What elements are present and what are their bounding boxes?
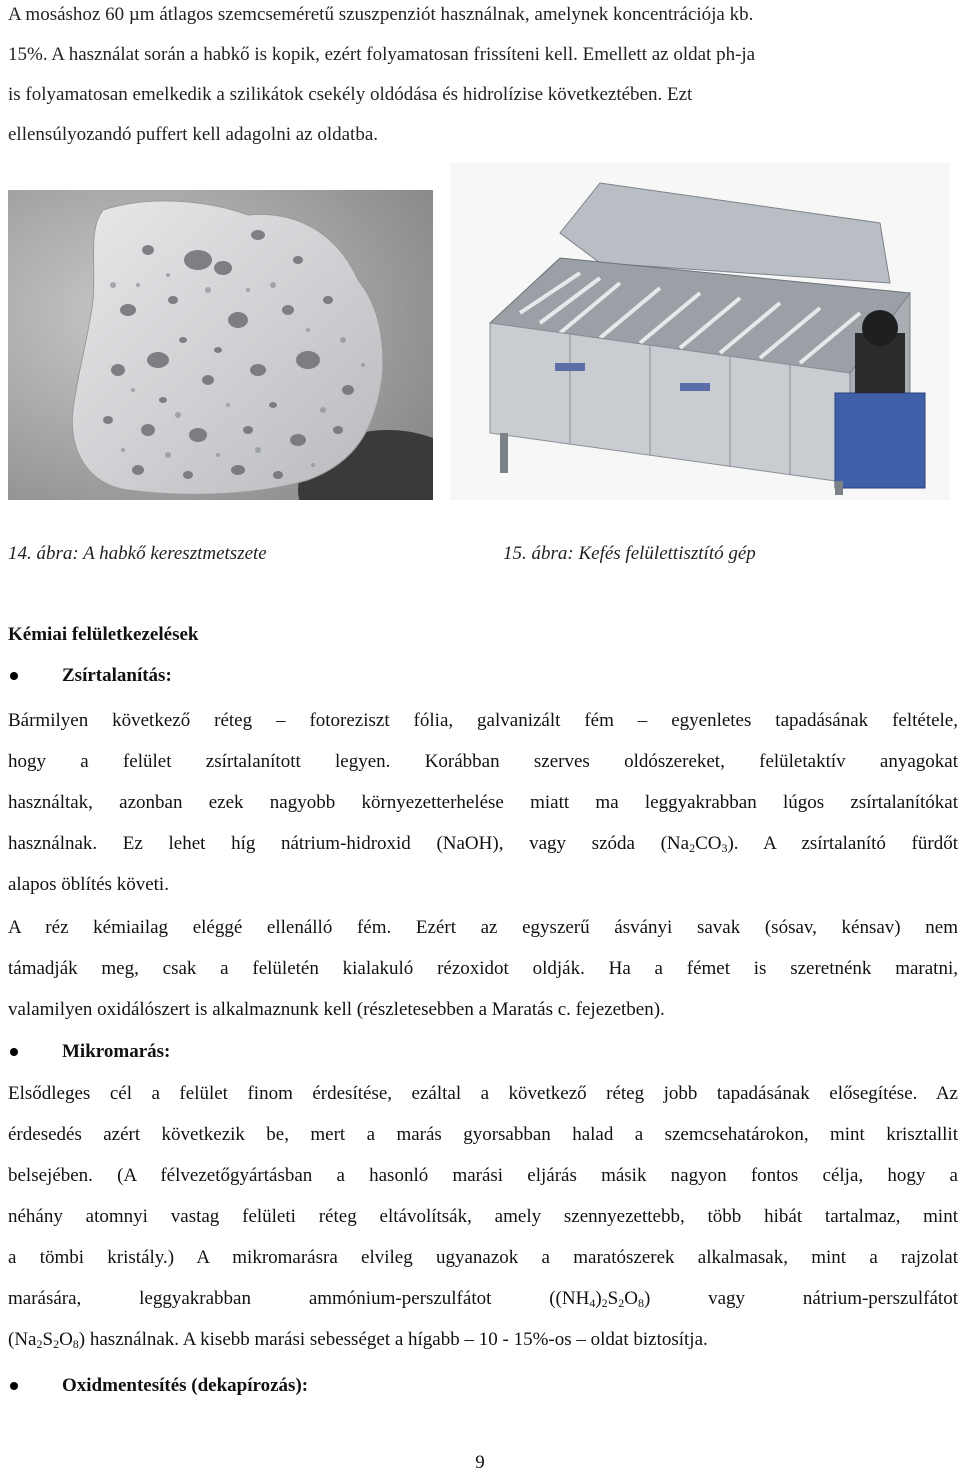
text-run: használnak. Ez lehet híg nátrium-hidroxid (NaOH), vagy szóda (Na <box>8 833 690 854</box>
text-run: O <box>59 1329 73 1350</box>
subscript: 3 <box>721 841 728 855</box>
subscript: 2 <box>689 841 696 855</box>
bullet-microetch <box>8 1041 170 1063</box>
bullet-pickling <box>8 1375 308 1397</box>
text-line: használtak, azonban ezek nagyobb környezetterhelése miatt ma leggyakrabban lúgos zsírtalanítókat <box>8 792 958 813</box>
microetch-paragraph <box>8 1073 958 1360</box>
text-run: ). A zsírtalanító fürdőt <box>727 833 958 854</box>
degreasing-paragraph-2 <box>8 907 958 1030</box>
subscript: 8 <box>637 1296 644 1310</box>
intro-line: is folyamatosan emelkedik a szilikátok csekély oldódása és hidrolízise következtében. Ezt <box>8 84 693 105</box>
text-line <box>8 1319 958 1360</box>
text-line: néhány atomnyi vastag felületi réteg eltávolítsák, amely szennyezettebb, több hibát tartalmaz, mint <box>8 1206 958 1227</box>
subscript: 2 <box>618 1296 625 1310</box>
intro-line: 15%. A használat során a habkő is kopik, ezért folyamatosan frissíteni kell. Emellett az oldat ph-ja <box>8 44 756 65</box>
figure-14-caption: 14. ábra: A habkő keresztmetszete <box>8 543 267 564</box>
machine-image <box>450 163 950 500</box>
bullet-icon <box>10 1048 18 1056</box>
text-line: hogy a felület zsírtalanított legyen. Korábban szerves oldószereket, felületaktív anyagokat <box>8 751 958 772</box>
bullet-icon <box>10 1382 18 1390</box>
text-line: A réz kémiailag eléggé ellenálló fém. Ezért az egyszerű ásványi savak (sósav, kénsav) nem <box>8 917 958 938</box>
degreasing-paragraph-1 <box>8 700 958 905</box>
text-run: ) <box>595 1288 602 1309</box>
text-run: CO <box>695 833 722 854</box>
microetch-title: Mikromarás: <box>62 1041 171 1062</box>
text-run: marására, leggyakrabban ammónium-perszulfátot ((NH <box>8 1288 590 1309</box>
pumice-image <box>8 190 433 500</box>
subscript: 8 <box>72 1337 79 1351</box>
text-run: ) vagy nátrium-perszulfátot <box>643 1288 958 1309</box>
text-line: érdesedés azért következik be, mert a marás gyorsabban halad a szemcsehatárokon, mint krisztallit <box>8 1124 958 1145</box>
subscript: 4 <box>589 1296 596 1310</box>
subscript: 2 <box>53 1337 60 1351</box>
text-line: a tömbi kristály.) A mikromarásra elvileg ugyanazok a maratószerek alkalmasak, mint a rajzolat <box>8 1247 958 1268</box>
text-line: Elsődleges cél a felület finom érdesítése, ezáltal a következő réteg jobb tapadásának elősegítése. Az <box>8 1083 958 1104</box>
text-line: belsejében. (A félvezetőgyártásban a hasonló marási eljárás másik nagyon fontos célja, hogy a <box>8 1165 958 1186</box>
subscript: 2 <box>601 1296 608 1310</box>
text-line: támadják meg, csak a felületén kialakuló rézoxidot oldják. Ha a fémet is szeretnénk maratni, <box>8 958 958 979</box>
subscript: 2 <box>36 1337 43 1351</box>
pickling-title: Oxidmentesítés (dekapírozás): <box>62 1375 309 1396</box>
section-title: Kémiai felületkezelések <box>8 624 199 645</box>
text-run: S <box>42 1329 54 1350</box>
text-line: alapos öblítés követi. <box>8 874 169 895</box>
figure-15-caption: 15. ábra: Kefés felülettisztító gép <box>503 543 756 564</box>
bullet-icon <box>10 672 18 680</box>
degreasing-title: Zsírtalanítás: <box>62 665 172 686</box>
text-run: ) használnak. A kisebb marási sebességet a hígabb – 10 - 15%-os – oldat biztosítja. <box>78 1329 708 1350</box>
text-line <box>8 1278 958 1319</box>
text-line <box>8 823 958 864</box>
text-run: (Na <box>8 1329 37 1350</box>
intro-line: A mosáshoz 60 µm átlagos szemcseméretű szuszpenziót használnak, amelynek koncentrációja kb. <box>8 4 754 25</box>
bullet-degreasing <box>8 665 172 687</box>
intro-line: ellensúlyozandó puffert kell adagolni az oldatba. <box>8 124 379 145</box>
page-number: 9 <box>475 1452 485 1473</box>
text-run: S <box>607 1288 619 1309</box>
text-line: Bármilyen következő réteg – fotoreziszt fólia, galvanizált fém – egyenletes tapadásának feltétele, <box>8 710 958 731</box>
text-line: valamilyen oxidálószert is alkalmaznunk kell (részletesebben a Maratás c. fejezetben). <box>8 999 665 1020</box>
text-run: O <box>624 1288 638 1309</box>
